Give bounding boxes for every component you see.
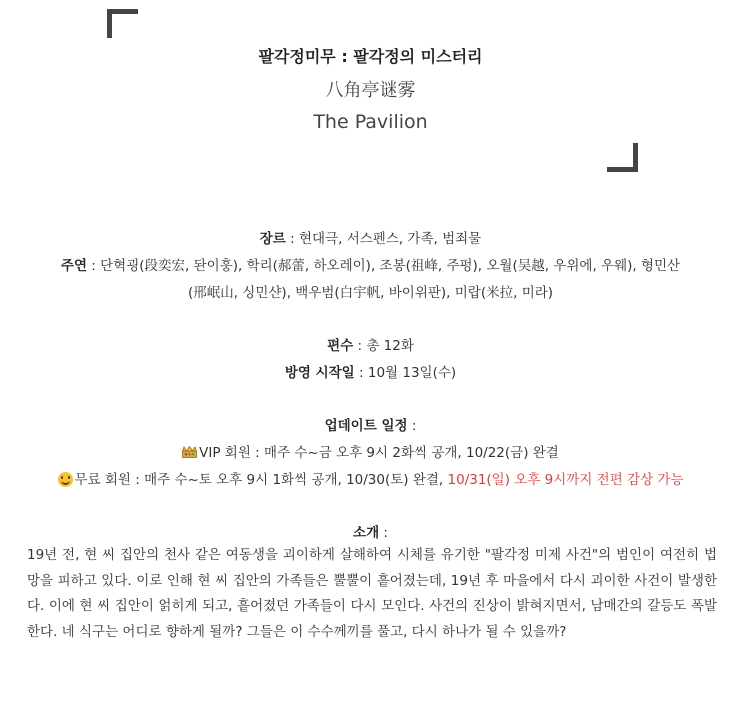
schedule-free-highlight: 10/31(일) 오후 9시까지 전편 감상 가능 bbox=[447, 472, 684, 488]
schedule-free-line bbox=[0, 468, 741, 488]
corner-bracket-top-left bbox=[107, 9, 138, 38]
episodes-line: 편수 : 총 12화 bbox=[327, 338, 414, 354]
schedule-label: 업데이트 일정 bbox=[324, 418, 408, 434]
cast-line-2 bbox=[0, 281, 741, 301]
synopsis-label: 소개 bbox=[353, 525, 380, 541]
title-english: The Pavilion bbox=[313, 111, 428, 133]
premiere-line: 방영 시작일 : 10월 13일(수) bbox=[284, 365, 457, 381]
title-chinese: 八角亭谜雾 bbox=[325, 80, 416, 101]
schedule-free-text: 무료 회원 : 매주 수~토 오후 9시 1화씩 공개, 10/30(토) 완결, bbox=[74, 472, 448, 488]
synopsis-heading: 소개 : bbox=[353, 525, 388, 541]
cast-line-1: 주연 : 단혁굉(段奕宏, 돤이훙), 학리(郝蕾, 하오레이), 조봉(祖峰, 주펑), 오월(吴越, 우위에, 우웨), 형민산 bbox=[60, 258, 681, 274]
corner-bracket-bottom-right bbox=[607, 143, 638, 172]
schedule-vip-line bbox=[0, 441, 741, 461]
schedule-vip-text: VIP 회원 : 매주 수~금 오후 9시 2화씩 공개, 10/22(금) 완결 bbox=[199, 445, 559, 461]
premiere-label: 방영 시작일 bbox=[284, 365, 355, 381]
cast-value-2: (邢岷山, 싱민샨), 백우범(白宇帆, 바이위판), 미랍(米拉, 미라) bbox=[187, 285, 554, 301]
genre-value: 현대극, 서스펜스, 가족, 범죄물 bbox=[298, 231, 482, 247]
cast-label: 주연 bbox=[60, 258, 87, 274]
episodes-label: 편수 bbox=[327, 338, 354, 354]
genre-label: 장르 bbox=[259, 231, 286, 247]
episodes-value: 총 12화 bbox=[366, 338, 414, 354]
genre-line: 장르 : 현대극, 서스펜스, 가족, 범죄물 bbox=[259, 231, 482, 247]
schedule-heading: 업데이트 일정 : bbox=[324, 418, 417, 434]
crown-icon bbox=[182, 446, 197, 458]
smiley-icon bbox=[58, 472, 73, 487]
cast-value-1: 단혁굉(段奕宏, 돤이훙), 학리(郝蕾, 하오레이), 조봉(祖峰, 주펑), 오월(吴越, 우위에, 우웨), 형민산 bbox=[100, 258, 681, 274]
synopsis-text: 19년 전, 현 씨 집안의 천사 같은 여동생을 괴이하게 살해하여 시체를 유기한 "팔각정 미제 사건"의 범인이 여전히 법망을 피하고 있다. 이로 인해 현 씨 집안의 가족들은 뿔뿔이 흩어졌는데, 19년 후 마을에서 다시 괴이한 사건이 발생한다. 이에 현 씨 집안이 얽히게 되고, 흩어졌던 가족들이 다시 모인다. 사건의 진상이 밝혀지면서, 남매간의 갈등도 폭발한다. 네 식구는 어디로 향하게 될까? 그들은 이 수수께끼를 풀고, 다시 하나가 될 수 있을까? bbox=[27, 547, 717, 640]
title-korean: 팔각정미무 : 팔각정의 미스터리 bbox=[258, 47, 483, 66]
premiere-value: 10월 13일(수) bbox=[367, 365, 457, 381]
